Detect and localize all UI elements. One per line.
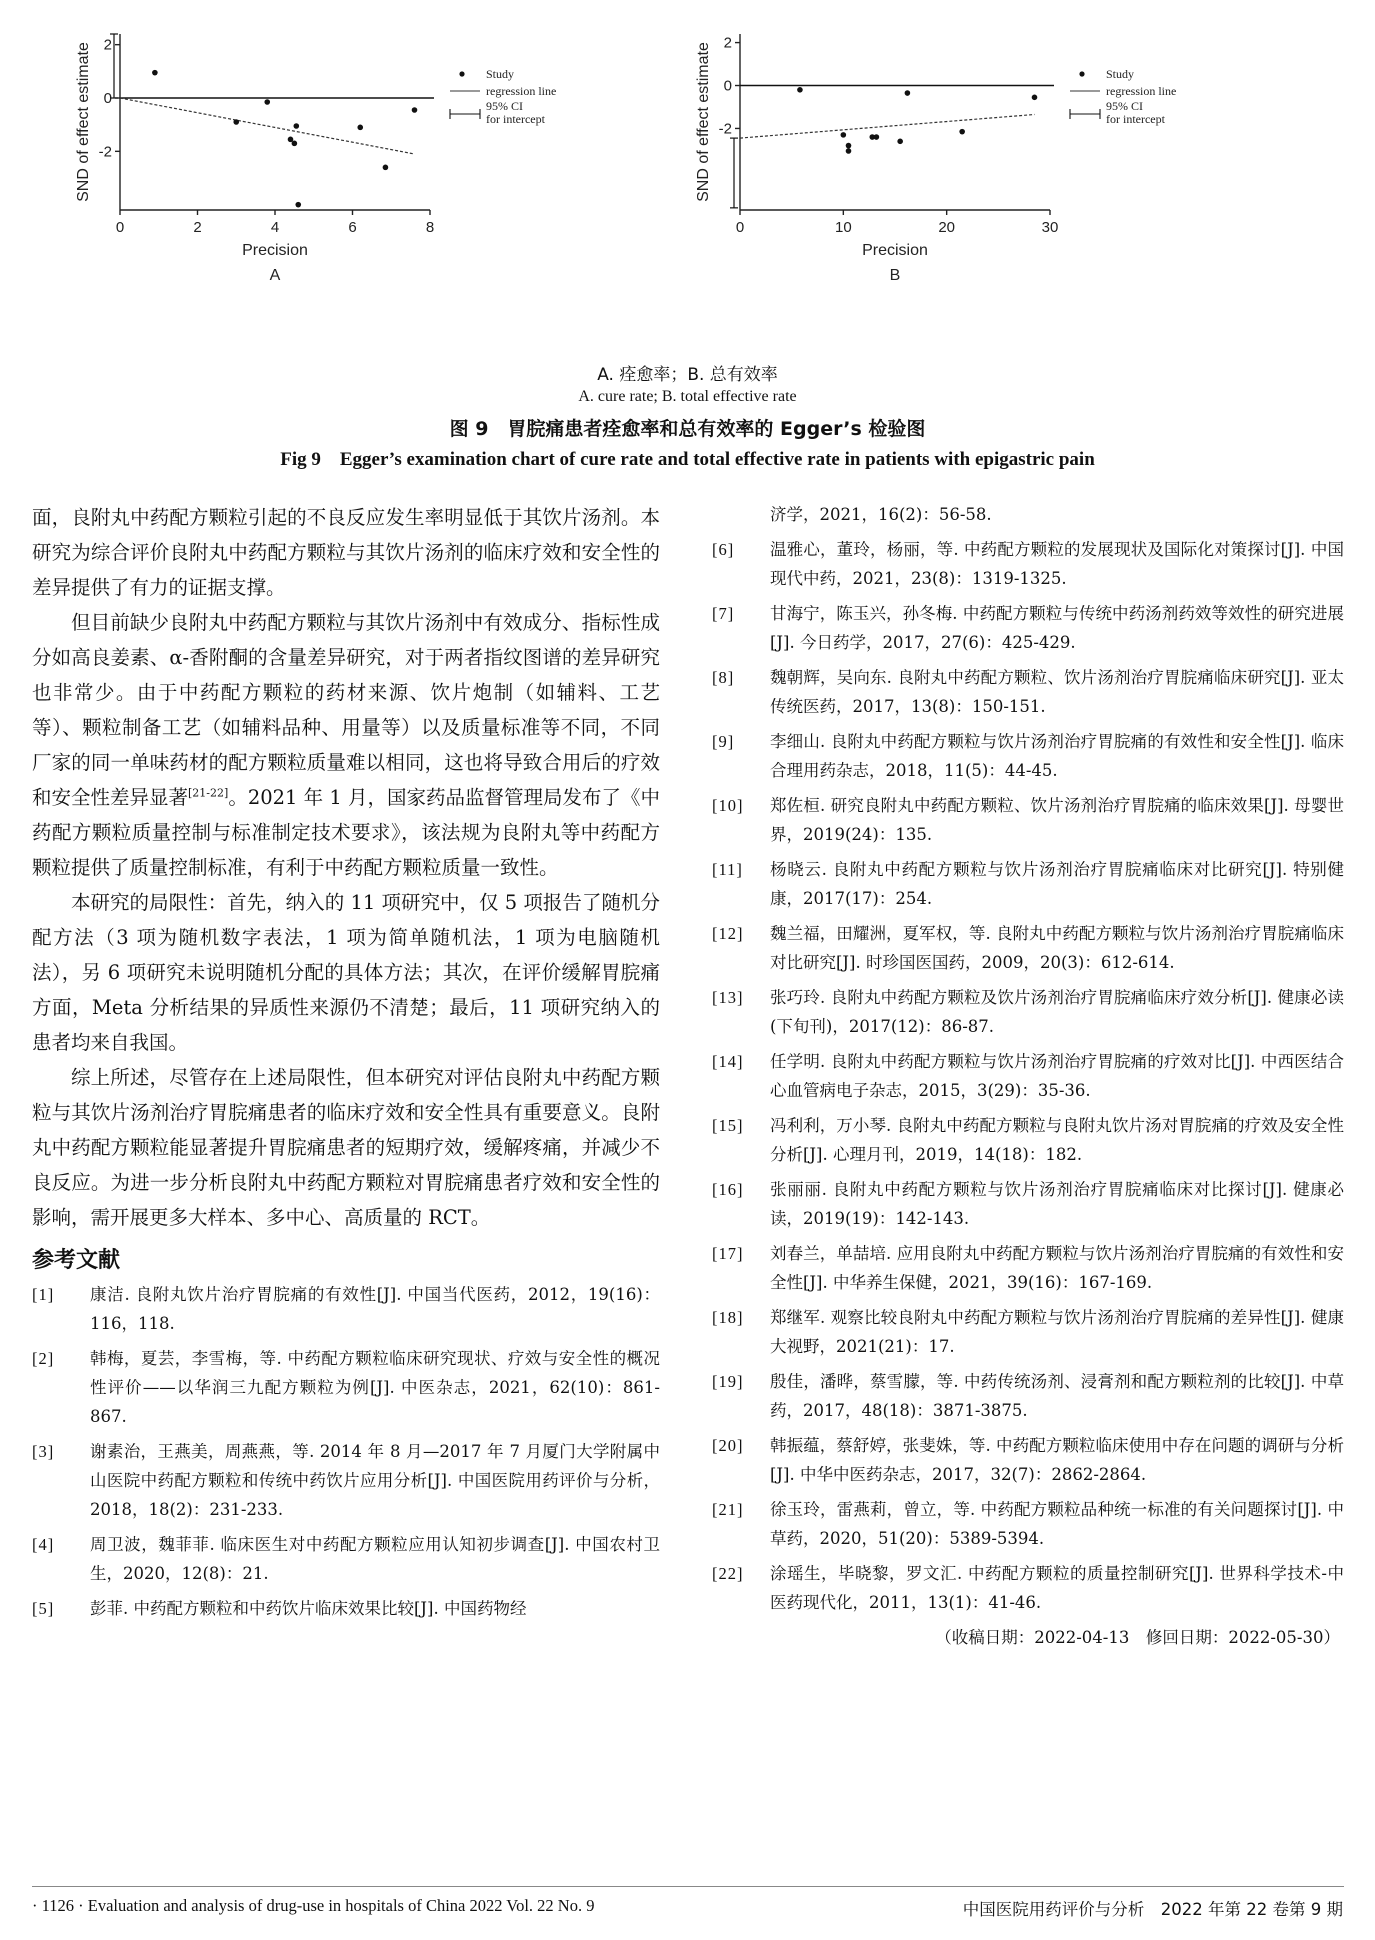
study-point (874, 134, 880, 140)
left-column (32, 500, 660, 1629)
x-tick-label: 4 (270, 219, 280, 236)
reference-number: [6] (712, 540, 735, 559)
reference-number: [15] (712, 1116, 744, 1135)
study-point (841, 132, 847, 138)
reference-item (712, 1559, 1344, 1617)
reference-item (32, 1530, 660, 1588)
reference-number: [9] (712, 732, 735, 751)
reference-text: 张巧玲. 良附丸中药配方颗粒及饮片汤剂治疗胃脘痛临床疗效分析[J]. 健康必读(下旬刊)，2017(12)：86-87. (770, 988, 1344, 1036)
reference-item (32, 1280, 660, 1338)
x-axis-label: Precision (862, 242, 928, 259)
reference-text: 任学明. 良附丸中药配方颗粒与饮片汤剂治疗胃脘痛的疗效对比[J]. 中西医结合心血管病电子杂志，2015，3(29)：35-36. (770, 1052, 1344, 1100)
reference-text: 周卫波，魏菲菲. 临床医生对中药配方颗粒应用认知初步调查[J]. 中国农村卫生，2020，12(8)：21. (90, 1535, 660, 1583)
egger-chart-a (70, 0, 690, 340)
references-list-left (32, 1280, 660, 1623)
reference-number: [8] (712, 668, 735, 687)
legend-study-marker (1079, 71, 1084, 76)
reference-text: 韩振蕴，蔡舒婷，张斐姝，等. 中药配方颗粒临床使用中存在问题的调研与分析[J]. 中华中医药杂志，2017，32(7)：2862-2864. (770, 1436, 1344, 1484)
footer-divider (32, 1886, 1344, 1887)
reference-text: 郑佐桓. 研究良附丸中药配方颗粒、饮片汤剂治疗胃脘痛的临床效果[J]. 母婴世界，2019(24)：135. (770, 796, 1344, 844)
citation-superscript: [21-22] (188, 786, 229, 800)
reference-text: 涂瑶生，毕晓黎，罗文汇. 中药配方颗粒的质量控制研究[J]. 世界科学技术-中医药现代化，2011，13(1)：41-46. (770, 1564, 1344, 1612)
study-point (897, 139, 903, 145)
x-tick-label: 20 (938, 219, 956, 236)
legend-ci-label-line2: for intercept (1106, 112, 1165, 126)
received-dates: （收稿日期：2022-04-13 修回日期：2022-05-30） (935, 1628, 1340, 1647)
study-point (846, 143, 852, 149)
x-tick-label: 10 (834, 219, 852, 236)
reference-item (712, 919, 1344, 977)
y-tick-label: -2 (98, 143, 112, 161)
figure-title-en: Fig 9 Egger’s examination chart of cure rate and total effective rate in patients with epigastric pain (280, 449, 1095, 470)
figure-subcaption-zh: A. 痊愈率；B. 总有效率 (597, 365, 778, 385)
reference-number: [4] (32, 1535, 55, 1554)
reference-text: 郑继军. 观察比较良附丸中药配方颗粒与饮片汤剂治疗胃脘痛的差异性[J]. 健康大视野，2021(21)：17. (770, 1308, 1344, 1356)
figure-subcaption-en: A. cure rate; B. total effective rate (578, 388, 797, 405)
panel-label: B (889, 267, 901, 284)
y-tick-label: 0 (723, 77, 732, 95)
y-tick-label: -2 (718, 120, 732, 138)
reference-number: [14] (712, 1052, 744, 1071)
footer-journal-en: · 1126 · Evaluation and analysis of drug-use in hospitals of China 2022 Vol. 22 No. 9 (32, 1896, 595, 1915)
reference-text: 康洁. 良附丸饮片治疗胃脘痛的有效性[J]. 中国当代医药，2012，19(16)：116，118. (90, 1285, 660, 1333)
reference-number: [20] (712, 1436, 744, 1455)
study-point (233, 119, 239, 125)
legend-ci-label: 95% CI (1106, 99, 1143, 113)
y-axis-label: SND of effect estimate (75, 42, 92, 202)
paragraph-2-text: 但目前缺少良附丸中药配方颗粒与其饮片汤剂中有效成分、指标性成分如高良姜素、α-香附酮的含量差异研究，对于两者指纹图谱的差异研究也非常少。由于中药配方颗粒的药材来源、饮片炮制（如辅料、工艺等）、颗粒制备工艺（如辅料品种、用量等）以及质量标准等不同，不同厂家的同一单味药材的配方颗粒质量难以相同，这也将导致合用后的疗效和安全性差异显著 (32, 611, 660, 809)
legend-study-marker (459, 71, 464, 76)
paragraph-3: 本研究的局限性：首先，纳入的 11 项研究中，仅 5 项报告了随机分配方法（3 项为随机数字表法，1 项为简单随机法，1 项为电脑随机法），另 6 项研究未说明随机分配的具体方法；其次，在评价缓解胃脘痛方面，Meta 分析结果的异质性来源仍不清楚；最后，11 项研究纳入的患者均来自我国。 (32, 891, 660, 1054)
paragraph-4: 综上所述，尽管存在上述局限性，但本研究对评估良附丸中药配方颗粒与其饮片汤剂治疗胃脘痛患者的临床疗效和安全性具有重要意义。良附丸中药配方颗粒能显著提升胃脘痛患者的短期疗效，缓解疼痛，并减少不良反应。为进一步分析良附丸中药配方颗粒对胃脘痛患者疗效和安全性的影响，需开展更多大样本、多中心、高质量的 RCT。 (32, 1066, 660, 1229)
reference-text: 冯利利，万小琴. 良附丸中药配方颗粒与良附丸饮片汤对胃脘痛的疗效及安全性分析[J]. 心理月刊，2019，14(18)：182. (770, 1116, 1344, 1164)
legend-study-label: Study (486, 67, 515, 81)
reference-number: [2] (32, 1349, 55, 1368)
x-tick-label: 0 (735, 219, 745, 236)
reference-text: 谢素治，王燕美，周燕燕，等. 2014 年 8 月—2017 年 7 月厦门大学附属中山医院中药配方颗粒和传统中药饮片应用分析[J]. 中国医院用药评价与分析，2018，18(2)：231-233. (90, 1442, 660, 1519)
reference-number: [19] (712, 1372, 744, 1391)
y-tick-label: 2 (103, 36, 112, 54)
reference-number: [5] (32, 1599, 55, 1618)
reference-item (712, 1239, 1344, 1297)
reference-text: 徐玉玲，雷燕莉，曾立，等. 中药配方颗粒品种统一标准的有关问题探讨[J]. 中草药，2020，51(20)：5389-5394. (770, 1500, 1344, 1548)
x-axis-label: Precision (242, 242, 308, 259)
x-tick-label: 0 (115, 219, 125, 236)
x-tick-label: 8 (425, 219, 435, 236)
study-point (1032, 95, 1038, 101)
reference-item (712, 1111, 1344, 1169)
egger-chart-a-svg (70, 0, 690, 340)
reference-text: 温雅心，董玲，杨丽，等. 中药配方颗粒的发展现状及国际化对策探讨[J]. 中国现代中药，2021，23(8)：1319-1325. (770, 540, 1344, 588)
study-point (292, 141, 298, 147)
reference-text: 刘春兰，单喆培. 应用良附丸中药配方颗粒与饮片汤剂治疗胃脘痛的有效性和安全性[J]. 中华养生保健，2021，39(16)：167-169. (770, 1244, 1344, 1292)
footer-journal-zh: 中国医院用药评价与分析 2022 年第 22 卷第 9 期 (962, 1900, 1343, 1919)
y-tick-label: 0 (103, 90, 112, 107)
study-point (294, 123, 300, 129)
reference-text: 魏朝辉，吴向东. 良附丸中药配方颗粒、饮片汤剂治疗胃脘痛临床研究[J]. 亚太传统医药，2017，13(8)：150-151. (770, 668, 1344, 716)
panel-label: A (269, 267, 281, 284)
reference-number: [13] (712, 988, 744, 1007)
legend-regression-label: regression line (1106, 84, 1177, 98)
reference-item (32, 1437, 660, 1524)
egger-chart-b-svg (690, 0, 1310, 340)
reference-number: [10] (712, 796, 744, 815)
reference-number: [1] (32, 1285, 55, 1304)
reference-item (712, 535, 1344, 593)
reference-item (712, 599, 1344, 657)
legend-study-label: Study (1106, 67, 1135, 81)
study-point (152, 70, 158, 76)
reference-item (712, 1367, 1344, 1425)
reference-number: [22] (712, 1564, 744, 1583)
reference-text: 杨晓云. 良附丸中药配方颗粒与饮片汤剂治疗胃脘痛临床对比研究[J]. 特别健康，2017(17)：254. (770, 860, 1344, 908)
paragraph-2-tail: 。2021 年 1 月，国家药品监督管理局发布了《中药配方颗粒质量控制与标准制定技术要求》，该法规为良附丸等中药配方颗粒提供了质量控制标准，有利于中药配方颗粒质量一致性。 (32, 786, 660, 879)
reference-item (32, 1594, 660, 1623)
reference-item (32, 1344, 660, 1431)
reference-text: 韩梅，夏芸，李雪梅，等. 中药配方颗粒临床研究现状、疗效与安全性的概况性评价——以华润三九配方颗粒为例[J]. 中医杂志，2021，62(10)：861-867. (90, 1349, 660, 1426)
right-column (712, 500, 1344, 1652)
reference-number: [18] (712, 1308, 744, 1327)
reference-text: 殷佳，潘晔，蔡雪朦，等. 中药传统汤剂、浸膏剂和配方颗粒剂的比较[J]. 中草药，2017，48(18)：3871-3875. (770, 1372, 1344, 1420)
study-point (264, 99, 270, 105)
references-heading: 参考文献 (32, 1248, 121, 1273)
legend-regression-label: regression line (486, 84, 557, 98)
references-list-right (712, 535, 1344, 1617)
reference-text: 彭菲. 中药配方颗粒和中药饮片临床效果比较[J]. 中国药物经 (90, 1599, 527, 1618)
figure-title-zh: 图 9 胃脘痛患者痊愈率和总有效率的 Egger’s 检验图 (449, 418, 926, 440)
legend-ci-label-line2: for intercept (486, 112, 545, 126)
reference-item (712, 1175, 1344, 1233)
reference-number: [12] (712, 924, 744, 943)
paragraph-2 (32, 605, 660, 885)
reference-number: [21] (712, 1500, 744, 1519)
reference-item (712, 727, 1344, 785)
reference-number: [16] (712, 1180, 744, 1199)
reference-5-continuation: 济学，2021，16(2)：56-58. (770, 505, 992, 524)
reference-item (712, 1047, 1344, 1105)
egger-chart-b (690, 0, 1310, 340)
legend-ci-label: 95% CI (486, 99, 523, 113)
reference-text: 张丽丽. 良附丸中药配方颗粒与饮片汤剂治疗胃脘痛临床对比探讨[J]. 健康必读，2019(19)：142-143. (770, 1180, 1344, 1228)
reference-text: 李细山. 良附丸中药配方颗粒与饮片汤剂治疗胃脘痛的有效性和安全性[J]. 临床合理用药杂志，2018，11(5)：44-45. (770, 732, 1344, 780)
regression-line (120, 98, 415, 154)
study-point (797, 87, 803, 93)
paragraph-1: 面，良附丸中药配方颗粒引起的不良反应发生率明显低于其饮片汤剂。本研究为综合评价良附丸中药配方颗粒与其饮片汤剂的临床疗效和安全性的差异提供了有力的证据支撑。 (32, 506, 660, 599)
study-point (905, 90, 911, 96)
reference-number: [11] (712, 860, 743, 879)
study-point (959, 129, 965, 135)
reference-item (712, 791, 1344, 849)
reference-text: 魏兰福，田耀洲，夏军权，等. 良附丸中药配方颗粒与饮片汤剂治疗胃脘痛临床对比研究[J]. 时珍国医国药，2009，20(3)：612-614. (770, 924, 1344, 972)
y-axis-label: SND of effect estimate (695, 42, 712, 202)
reference-item (712, 1495, 1344, 1553)
reference-number: [3] (32, 1442, 55, 1461)
x-tick-label: 2 (193, 219, 202, 236)
reference-text: 甘海宁，陈玉兴，孙冬梅. 中药配方颗粒与传统中药汤剂药效等效性的研究进展[J]. 今日药学，2017，27(6)：425-429. (770, 604, 1344, 652)
y-tick-label: 2 (723, 34, 732, 52)
reference-item (712, 983, 1344, 1041)
reference-item (712, 1431, 1344, 1489)
x-tick-label: 6 (348, 219, 357, 236)
study-point (357, 125, 363, 131)
regression-line (740, 114, 1035, 138)
study-point (412, 107, 418, 113)
reference-item (712, 1303, 1344, 1361)
x-tick-label: 30 (1041, 219, 1059, 236)
reference-item (712, 855, 1344, 913)
reference-number: [17] (712, 1244, 744, 1263)
reference-item (712, 663, 1344, 721)
study-point (295, 202, 301, 208)
study-point (846, 148, 852, 154)
reference-number: [7] (712, 604, 735, 623)
study-point (383, 165, 389, 171)
